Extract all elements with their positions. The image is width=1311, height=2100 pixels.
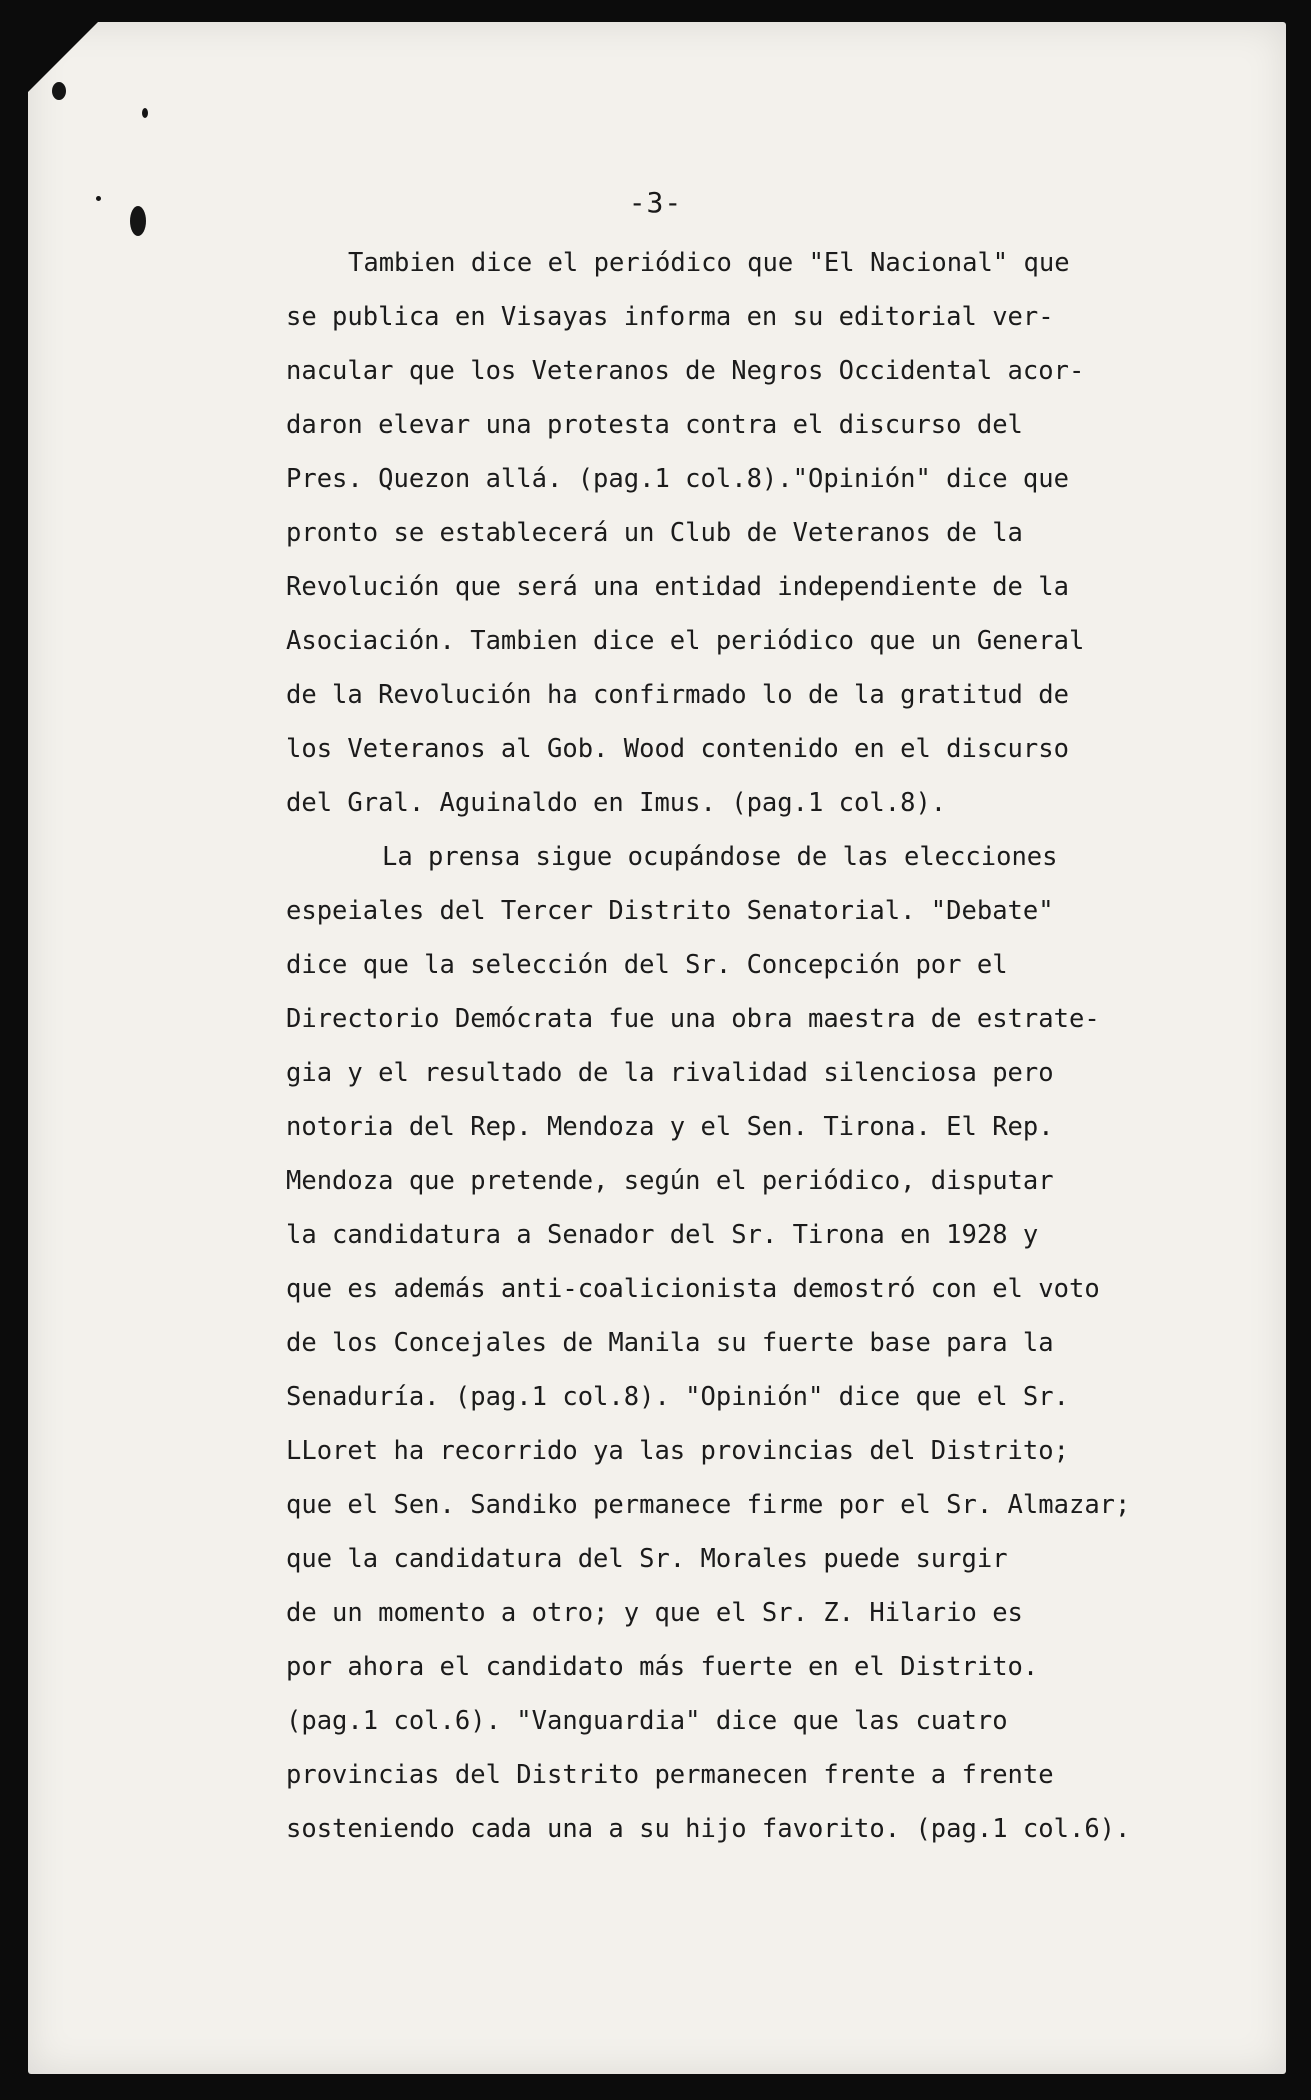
text-line: se publica en Visayas informa en su editorial ver-	[286, 302, 1054, 332]
text-line: Asociación. Tambien dice el periódico que un General	[286, 626, 1085, 656]
text-line: de los Concejales de Manila su fuerte base para la	[286, 1328, 1054, 1358]
paragraph-2	[286, 830, 1186, 1856]
text-line: Mendoza que pretende, según el periódico, disputar	[286, 1166, 1054, 1196]
page-number: -3-	[628, 186, 683, 219]
torn-corner	[28, 22, 98, 92]
text-line: los Veteranos al Gob. Wood contenido en el discurso	[286, 734, 1069, 764]
text-line: espeiales del Tercer Distrito Senatorial. "Debate"	[286, 896, 1054, 926]
text-line: nacular que los Veteranos de Negros Occidental acor-	[286, 356, 1085, 386]
text-line: que el Sen. Sandiko permanece firme por el Sr. Almazar;	[286, 1490, 1131, 1520]
text-line: notoria del Rep. Mendoza y el Sen. Tirona. El Rep.	[286, 1112, 1054, 1142]
text-line: del Gral. Aguinaldo en Imus. (pag.1 col.8).	[286, 788, 947, 818]
text-line: dice que la selección del Sr. Concepción por el	[286, 950, 1008, 980]
text-line: Revolución que será una entidad independiente de la	[286, 572, 1069, 602]
text-line: provincias del Distrito permanecen frente a frente	[286, 1760, 1054, 1790]
text-line: sosteniendo cada una a su hijo favorito. (pag.1 col.6).	[286, 1814, 1131, 1844]
hole-punch-mark	[52, 82, 66, 100]
text-line: Directorio Demócrata fue una obra maestra de estrate-	[286, 1004, 1100, 1034]
document-body	[286, 236, 1186, 1856]
text-line: que es además anti-coalicionista demostró con el voto	[286, 1274, 1100, 1304]
text-line: Senaduría. (pag.1 col.8). "Opinión" dice que el Sr.	[286, 1382, 1069, 1412]
text-line: que la candidatura del Sr. Morales puede surgir	[286, 1544, 1008, 1574]
text-line: de la Revolución ha confirmado lo de la gratitud de	[286, 680, 1069, 710]
text-line: por ahora el candidato más fuerte en el Distrito.	[286, 1652, 1039, 1682]
text-line: daron elevar una protesta contra el discurso del	[286, 410, 1023, 440]
text-line: pronto se establecerá un Club de Veteranos de la	[286, 518, 1023, 548]
text-line: la candidatura a Senador del Sr. Tirona en 1928 y	[286, 1220, 1039, 1250]
text-line: gia y el resultado de la rivalidad silenciosa pero	[286, 1058, 1054, 1088]
paragraph-1	[286, 236, 1186, 830]
text-line: La prensa sigue ocupándose de las elecciones	[382, 842, 1058, 872]
text-line: de un momento a otro; y que el Sr. Z. Hilario es	[286, 1598, 1023, 1628]
text-line: LLoret ha recorrido ya las provincias del Distrito;	[286, 1436, 1069, 1466]
text-line: (pag.1 col.6). "Vanguardia" dice que las cuatro	[286, 1706, 1008, 1736]
ink-speck	[142, 108, 148, 118]
text-line: Pres. Quezon allá. (pag.1 col.8)."Opinión" dice que	[286, 464, 1069, 494]
text-line: Tambien dice el periódico que "El Nacional" que	[348, 248, 1070, 278]
